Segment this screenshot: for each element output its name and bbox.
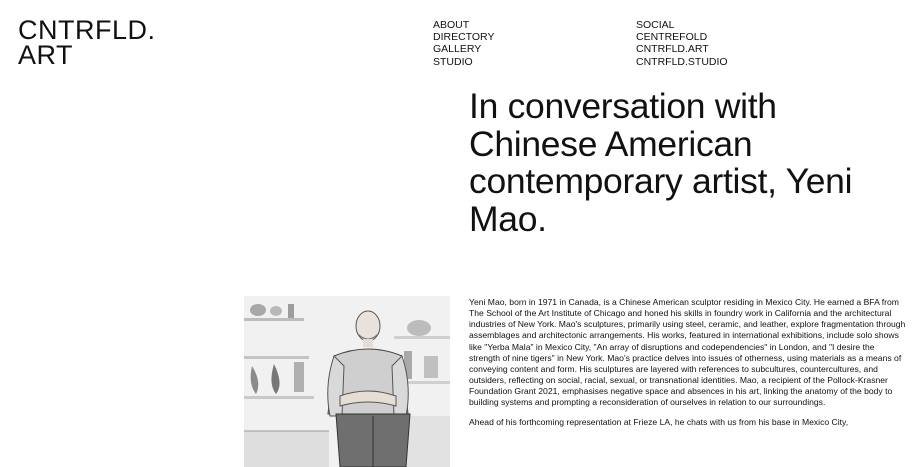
nav-link-gallery[interactable]: GALLERY <box>433 43 482 56</box>
article-paragraph-1: Yeni Mao, born in 1971 in Canada, is a Chinese American sculptor residing in Mexico City. He earned a BFA from The School of the Art Institute of Chicago and honed his skills in foundry work in California and the architectural industries of New York. Mao's sculptures, primarily using steel, ceramic, and leather, explore fragmentation through assemblages and architectonic arrangements. His works, featured in international exhibitions, include solo shows like "Yerba Mala" in Mexico City, "An array of disruptions and codependencies" in London, and "I desire the strength of nine tigers" in New York. Mao's practice delves into issues of otherness, using materials as a means of conveying content and form. His sculptures are layered with references to subcultures, countercultures, and outsiders, reflecting on social, racial, sexual, or transnational identities. Mao, a recipient of the Pollock-Krasner Foundation Grant 2021, emphasises negative space and absences in his art, linking the anatomy of the body to building systems and prompting a reconsideration of ourselves in relation to our surroundings. <box>469 297 906 408</box>
artist-illustration-icon <box>244 296 450 467</box>
nav-link-directory[interactable]: DIRECTORY <box>433 31 495 44</box>
nav-link-cntrfld-art[interactable]: CNTRFLD.ART <box>636 43 709 56</box>
site-logo[interactable] <box>18 15 156 70</box>
nav-link-centrefold[interactable]: CENTREFOLD <box>636 31 708 44</box>
logo-line-1: CNTRFLD. <box>18 15 156 45</box>
main-nav <box>433 19 494 68</box>
social-nav <box>636 19 728 68</box>
nav-link-about[interactable]: ABOUT <box>433 19 470 31</box>
nav-link-social[interactable]: SOCIAL <box>636 19 675 31</box>
artist-illustration <box>244 296 450 467</box>
nav-link-cntrfld-studio[interactable]: CNTRFLD.STUDIO <box>636 55 728 68</box>
nav-link-studio[interactable]: STUDIO <box>433 55 473 68</box>
article-paragraph-2: Ahead of his forthcoming representation at Frieze LA, he chats with us from his base in Mexico City, <box>469 416 849 427</box>
logo-line-2: ART <box>18 40 74 70</box>
article-body <box>469 297 907 436</box>
article-headline: In conversation with Chinese American contemporary artist, Yeni Mao. <box>469 86 853 239</box>
